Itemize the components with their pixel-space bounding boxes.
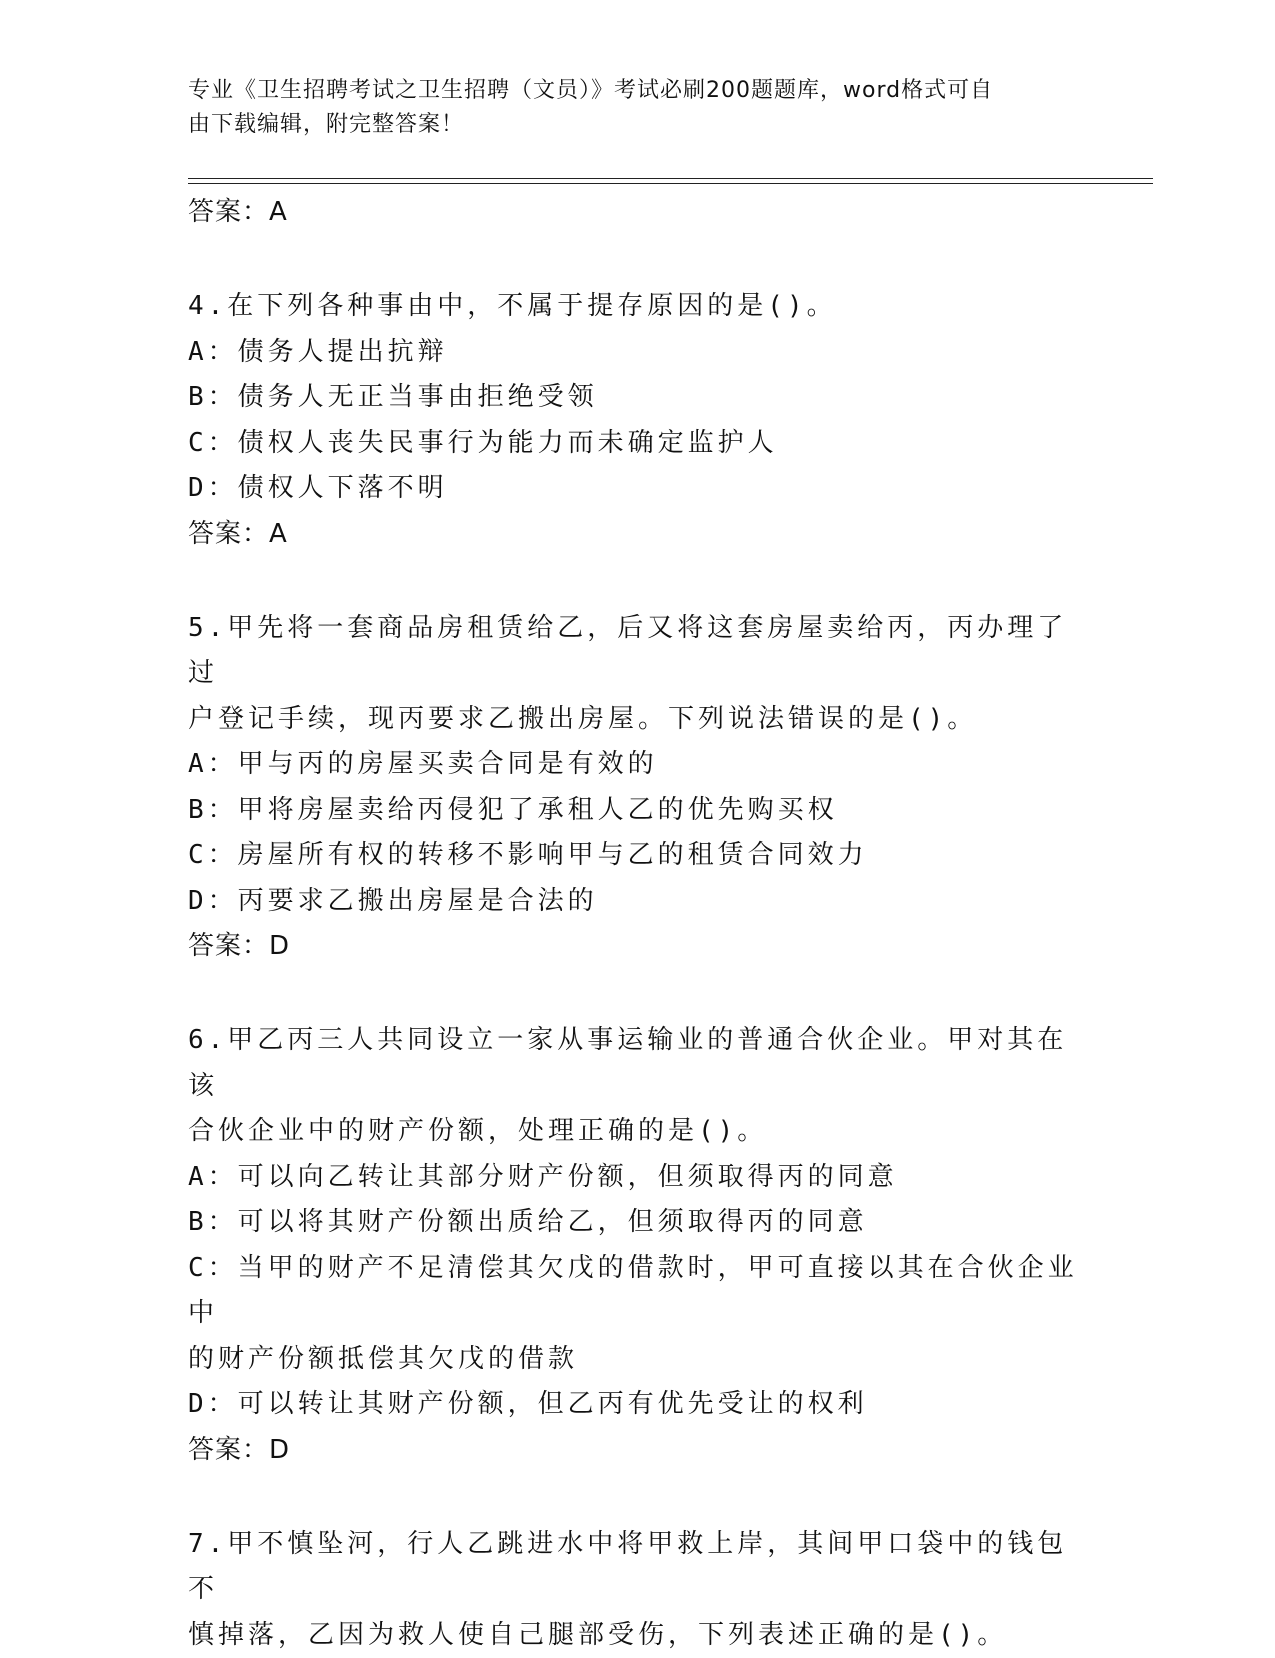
- question-stem-line: 合伙企业中的财产份额，处理正确的是()。: [188, 1109, 1088, 1155]
- question-block: [188, 1018, 1088, 1472]
- answer-label: 答案：D: [188, 924, 1088, 968]
- option-line: D：可以转让其财产份额，但乙丙有优先受让的权利: [188, 1382, 1088, 1428]
- option-line: B：债务人无正当事由拒绝受领: [188, 375, 1088, 421]
- question-list: [188, 190, 1088, 1658]
- question-stem-line: 4.在下列各种事由中，不属于提存原因的是()。: [188, 284, 1088, 330]
- option-line: C：债权人丧失民事行为能力而未确定监护人: [188, 421, 1088, 467]
- header-line-2: 由下载编辑，附完整答案！: [188, 108, 1068, 142]
- option-line: A：可以向乙转让其部分财产份额，但须取得丙的同意: [188, 1155, 1088, 1201]
- answer-label: 答案：A: [188, 512, 1088, 556]
- question-stem-line: 6.甲乙丙三人共同设立一家从事运输业的普通合伙企业。甲对其在该: [188, 1018, 1088, 1109]
- option-line: D：债权人下落不明: [188, 466, 1088, 512]
- option-line: C：当甲的财产不足清偿其欠戊的借款时，甲可直接以其在合伙企业中: [188, 1246, 1088, 1337]
- header-line-1: 专业《卫生招聘考试之卫生招聘（文员）》考试必刷200题题库，word格式可自: [188, 74, 1068, 108]
- header-divider-top: [188, 178, 1153, 179]
- question-stem-line: 慎掉落，乙因为救人使自己腿部受伤，下列表述正确的是()。: [188, 1613, 1088, 1658]
- option-line: A：甲与丙的房屋买卖合同是有效的: [188, 742, 1088, 788]
- option-line: 的财产份额抵偿其欠戊的借款: [188, 1337, 1088, 1383]
- answer-label: 答案：A: [188, 190, 1088, 234]
- option-line: A：债务人提出抗辩: [188, 330, 1088, 376]
- question-stem-line: 7.甲不慎坠河，行人乙跳进水中将甲救上岸，其间甲口袋中的钱包不: [188, 1522, 1088, 1613]
- question-block: [188, 606, 1088, 969]
- answer-label: 答案：D: [188, 1428, 1088, 1472]
- option-line: C：房屋所有权的转移不影响甲与乙的租赁合同效力: [188, 833, 1088, 879]
- question-block: [188, 1522, 1088, 1658]
- option-line: B：可以将其财产份额出质给乙，但须取得丙的同意: [188, 1200, 1088, 1246]
- question-block: [188, 284, 1088, 556]
- document-header: [188, 74, 1068, 142]
- question-stem-line: 5.甲先将一套商品房租赁给乙，后又将这套房屋卖给丙，丙办理了过: [188, 606, 1088, 697]
- question-stem-line: 户登记手续，现丙要求乙搬出房屋。下列说法错误的是()。: [188, 697, 1088, 743]
- header-divider-bottom: [188, 183, 1153, 184]
- option-line: D：丙要求乙搬出房屋是合法的: [188, 879, 1088, 925]
- option-line: B：甲将房屋卖给丙侵犯了承租人乙的优先购买权: [188, 788, 1088, 834]
